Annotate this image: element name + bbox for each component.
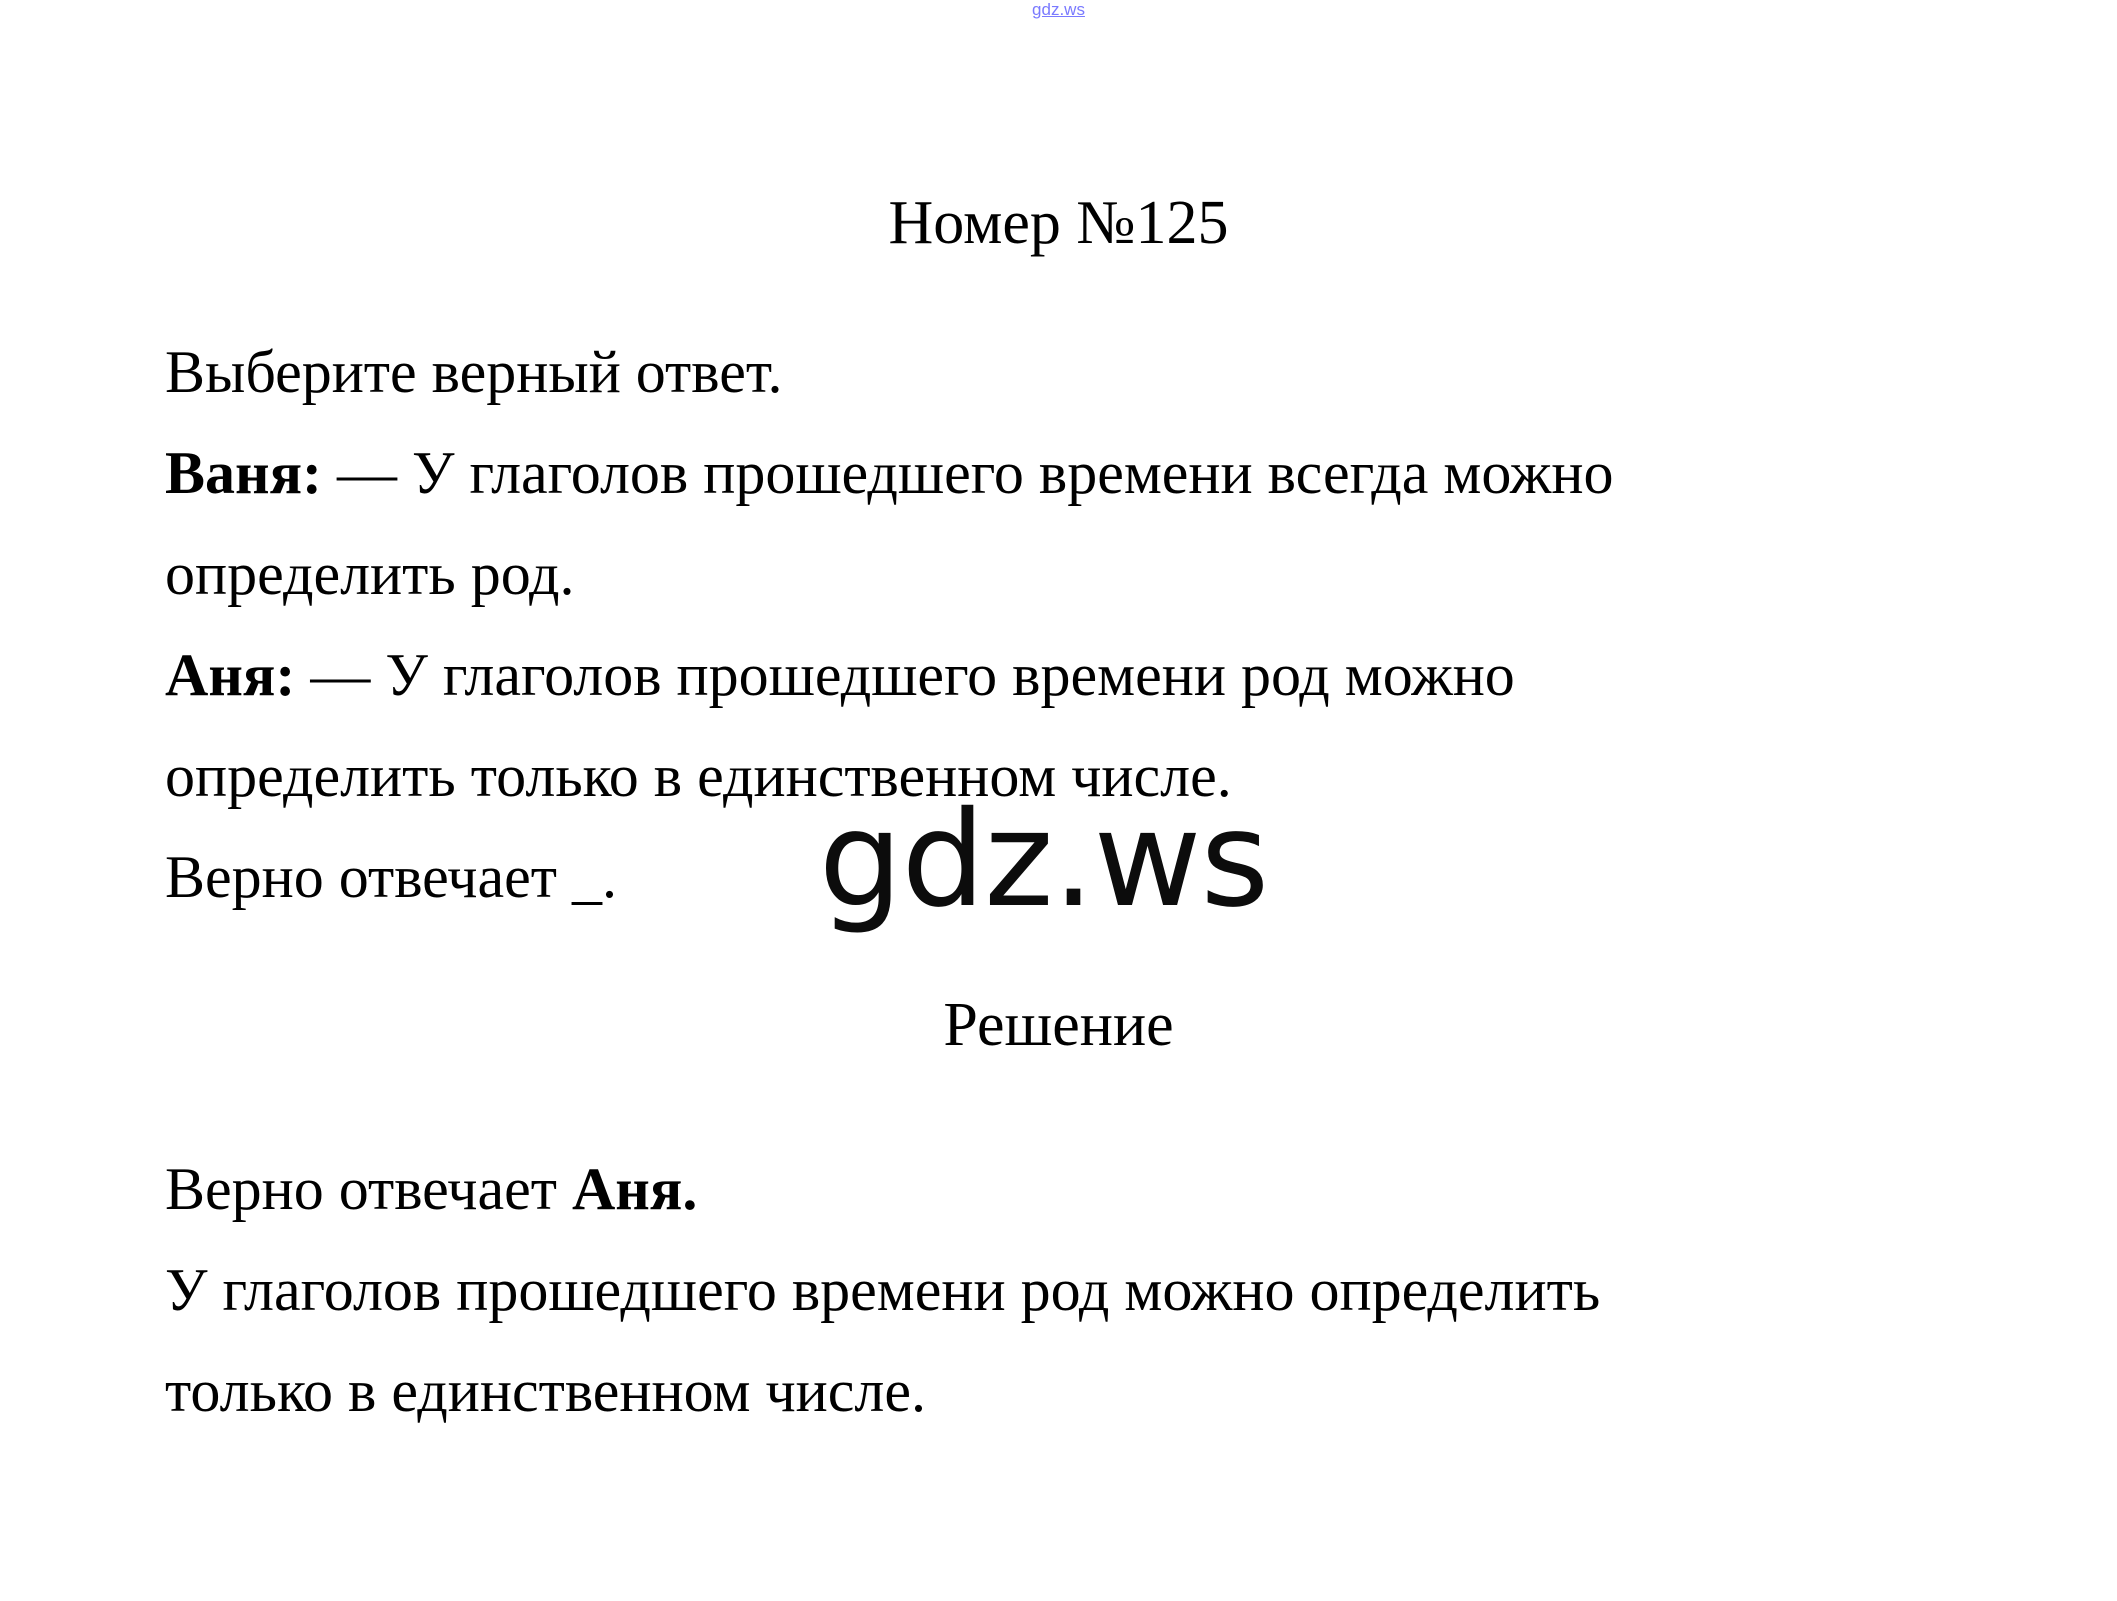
watermark-text: gdz.ws <box>818 783 1269 937</box>
vanya-name: Ваня: <box>165 440 323 506</box>
solution-heading: Решение <box>943 991 1174 1059</box>
anya-statement <box>165 625 2025 726</box>
answer-prefix: Верно отвечает <box>165 1156 572 1222</box>
vanya-statement-text: — У глаголов прошедшего времени всегда можно <box>322 440 1614 506</box>
anya-statement-continued: определить только в единственном числе. <box>165 743 1232 809</box>
anya-name: Аня: <box>165 642 296 708</box>
vanya-statement-continued: определить род. <box>165 541 575 607</box>
task-question: Верно отвечает _. <box>165 844 617 910</box>
solution-block <box>165 1139 2025 1442</box>
solution-explanation: У глаголов прошедшего времени род можно определить <box>165 1257 1601 1323</box>
solution-explanation-continued: только в единственном числе. <box>165 1358 926 1424</box>
solution-answer <box>165 1139 2025 1240</box>
watermark <box>0 785 2117 935</box>
site-link[interactable]: gdz.ws <box>1032 0 1085 19</box>
task-instruction: Выберите верный ответ. <box>165 339 783 405</box>
anya-statement-text: — У глаголов прошедшего времени род можно <box>295 642 1515 708</box>
answer-name: Аня. <box>571 1156 698 1222</box>
page-title: Номер №125 <box>888 189 1229 257</box>
vanya-statement <box>165 423 2025 524</box>
